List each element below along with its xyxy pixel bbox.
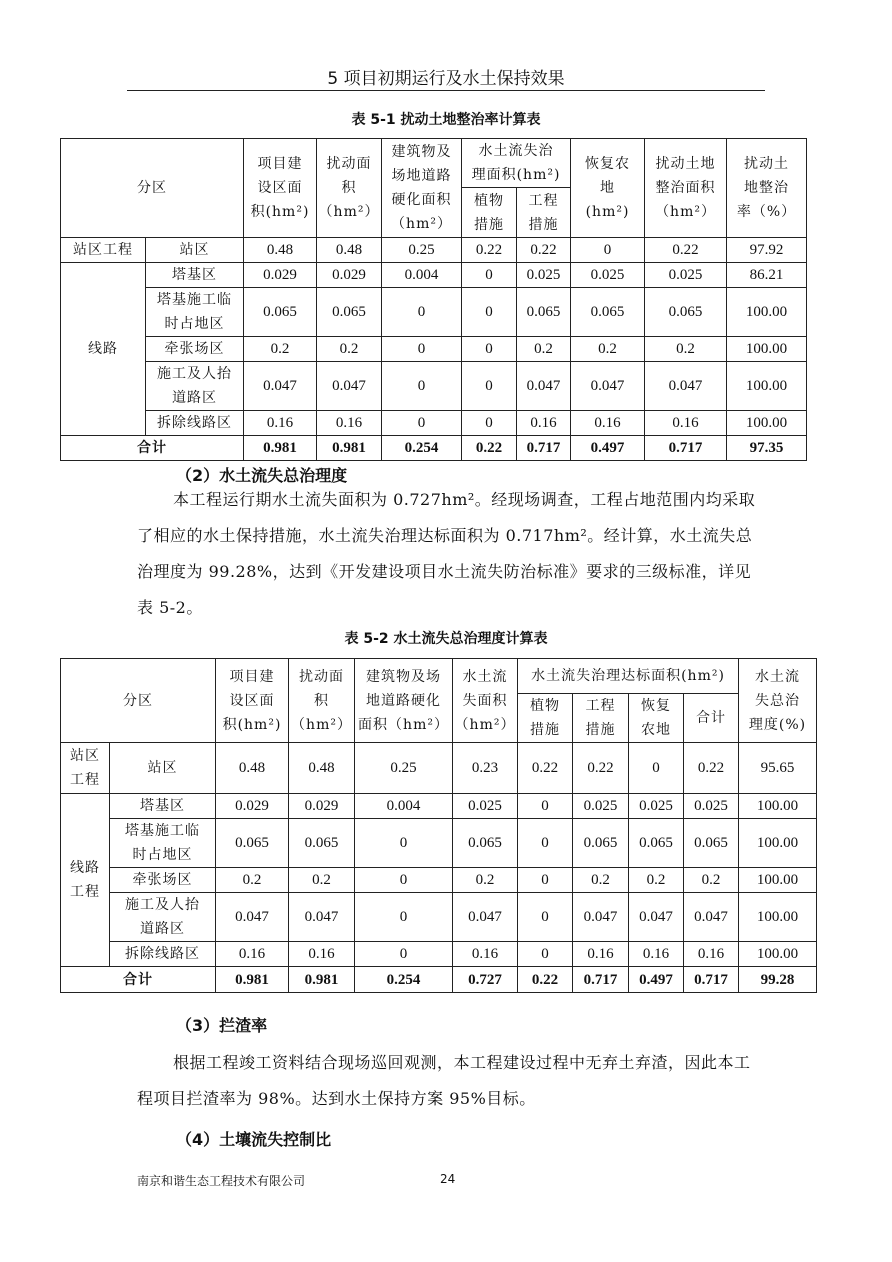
table-cell: 0.22 bbox=[518, 743, 573, 794]
table-disturbed-land-rate bbox=[60, 138, 807, 461]
t2-header-compliant-area: 水土流失治理达标面积(hm²) bbox=[518, 659, 739, 694]
table-cell: 0.2 bbox=[289, 868, 355, 893]
table-cell: 0.16 bbox=[244, 411, 317, 436]
table-cell: 0 bbox=[462, 362, 517, 411]
table-cell: 0.2 bbox=[453, 868, 518, 893]
table-cell: 0.25 bbox=[382, 238, 462, 263]
table-cell: 0.981 bbox=[289, 967, 355, 993]
table2-caption: 表 5-2 水土流失总治理度计算表 bbox=[344, 631, 548, 647]
t2-total-label: 合计 bbox=[61, 967, 216, 993]
table-row bbox=[61, 362, 807, 411]
table-cell: 0.065 bbox=[289, 819, 355, 868]
t2-header-subtotal: 合计 bbox=[684, 694, 739, 743]
table-row bbox=[61, 743, 817, 794]
table-cell: 99.28 bbox=[739, 967, 817, 993]
table-cell: 0 bbox=[462, 411, 517, 436]
t1-row-name: 拆除线路区 bbox=[146, 411, 244, 436]
table-cell: 0.22 bbox=[462, 238, 517, 263]
table-row bbox=[61, 337, 807, 362]
table-cell: 0.065 bbox=[629, 819, 684, 868]
table-cell: 0.717 bbox=[645, 436, 727, 461]
t2-header-disturbed-area: 扰动面 积 （hm²） bbox=[289, 659, 355, 743]
table-cell: 0 bbox=[629, 743, 684, 794]
table-cell: 0.22 bbox=[462, 436, 517, 461]
t2-row-name: 塔基区 bbox=[110, 794, 216, 819]
table-cell: 0.48 bbox=[289, 743, 355, 794]
t2-header-project-area: 项目建 设区面 积(hm²) bbox=[216, 659, 289, 743]
table-cell: 0 bbox=[355, 868, 453, 893]
table-row bbox=[61, 238, 807, 263]
t1-header-disturbed-area: 扰动面 积 （hm²） bbox=[317, 139, 382, 238]
table-cell: 100.00 bbox=[739, 868, 817, 893]
footer-company: 南京和谐生态工程技术有限公司 bbox=[137, 1174, 306, 1188]
t1-group-line: 线路 bbox=[61, 263, 146, 436]
table-cell: 100.00 bbox=[739, 794, 817, 819]
table-cell: 0 bbox=[518, 794, 573, 819]
t2-group-station: 站区 工程 bbox=[61, 743, 110, 794]
table-cell: 0.22 bbox=[517, 238, 571, 263]
table-cell: 0.025 bbox=[645, 263, 727, 288]
table-cell: 0 bbox=[382, 362, 462, 411]
table-cell: 0.727 bbox=[453, 967, 518, 993]
table-cell: 0 bbox=[382, 337, 462, 362]
table-cell: 0.2 bbox=[629, 868, 684, 893]
t1-header-project-area: 项目建 设区面 积(hm²) bbox=[244, 139, 317, 238]
table-cell: 0.16 bbox=[645, 411, 727, 436]
table-cell: 0.22 bbox=[518, 967, 573, 993]
table-row bbox=[61, 893, 817, 942]
table-cell: 0.047 bbox=[244, 362, 317, 411]
t2-row-name: 拆除线路区 bbox=[110, 942, 216, 967]
table-cell: 0.029 bbox=[216, 794, 289, 819]
table-cell: 0.497 bbox=[571, 436, 645, 461]
table-cell: 0.16 bbox=[571, 411, 645, 436]
table-cell: 0.48 bbox=[317, 238, 382, 263]
table-cell: 0.2 bbox=[517, 337, 571, 362]
table-cell: 100.00 bbox=[727, 337, 807, 362]
table-cell: 0.2 bbox=[571, 337, 645, 362]
table-cell: 0.16 bbox=[453, 942, 518, 967]
table-cell: 100.00 bbox=[727, 362, 807, 411]
table-cell: 0.047 bbox=[453, 893, 518, 942]
t1-header-remediation-rate: 扰动土 地整治 率（%） bbox=[727, 139, 807, 238]
table-cell: 0 bbox=[382, 411, 462, 436]
table-cell: 0.047 bbox=[517, 362, 571, 411]
t1-row-name: 塔基施工临 时占地区 bbox=[146, 288, 244, 337]
table-cell: 0.065 bbox=[453, 819, 518, 868]
table-cell: 0.065 bbox=[216, 819, 289, 868]
t2-group-line: 线路 工程 bbox=[61, 794, 110, 967]
table-cell: 0.254 bbox=[355, 967, 453, 993]
table1-caption: 表 5-1 扰动土地整治率计算表 bbox=[351, 112, 541, 128]
table-row bbox=[61, 794, 817, 819]
table-cell: 0.2 bbox=[684, 868, 739, 893]
table-cell: 0.981 bbox=[317, 436, 382, 461]
section4-heading: （4）土壤流失控制比 bbox=[176, 1130, 332, 1149]
table-cell: 0.004 bbox=[382, 263, 462, 288]
table-cell: 0.025 bbox=[573, 794, 629, 819]
t2-header-engineering-measures: 工程 措施 bbox=[573, 694, 629, 743]
table-cell: 0.2 bbox=[573, 868, 629, 893]
table-cell: 0 bbox=[518, 893, 573, 942]
table-cell: 0.2 bbox=[244, 337, 317, 362]
table-cell: 100.00 bbox=[727, 411, 807, 436]
table-cell: 0.047 bbox=[684, 893, 739, 942]
section3-heading: （3）拦渣率 bbox=[176, 1016, 268, 1035]
table-cell: 0 bbox=[382, 288, 462, 337]
section2-heading: （2）水土流失总治理度 bbox=[176, 466, 348, 485]
table-cell: 0.981 bbox=[244, 436, 317, 461]
table-cell: 0.717 bbox=[684, 967, 739, 993]
t2-header-erosion-area: 水土流 失面积 （hm²） bbox=[453, 659, 518, 743]
t2-row-name: 塔基施工临 时占地区 bbox=[110, 819, 216, 868]
table-row bbox=[61, 868, 817, 893]
table-cell: 0.004 bbox=[355, 794, 453, 819]
t1-header-restored-farmland: 恢复农 地 (hm²) bbox=[571, 139, 645, 238]
table-cell: 100.00 bbox=[727, 288, 807, 337]
table-cell: 0.16 bbox=[289, 942, 355, 967]
t1-row-name: 牵张场区 bbox=[146, 337, 244, 362]
t1-header-treated-area: 水土流失治 理面积(hm²) bbox=[462, 139, 571, 188]
t1-group-station: 站区工程 bbox=[61, 238, 146, 263]
table-cell: 0.717 bbox=[573, 967, 629, 993]
table-cell: 0.025 bbox=[517, 263, 571, 288]
table-cell: 0.16 bbox=[216, 942, 289, 967]
table-cell: 0.48 bbox=[244, 238, 317, 263]
table-cell: 0.717 bbox=[517, 436, 571, 461]
table-cell: 0.22 bbox=[573, 743, 629, 794]
table-cell: 0.065 bbox=[573, 819, 629, 868]
t1-header-remediated-area: 扰动土地 整治面积 （hm²） bbox=[645, 139, 727, 238]
table-row bbox=[61, 263, 807, 288]
table-cell: 0.48 bbox=[216, 743, 289, 794]
t1-row-name: 施工及人抬 道路区 bbox=[146, 362, 244, 411]
header-rule bbox=[127, 90, 765, 91]
table-cell: 0 bbox=[355, 942, 453, 967]
t2-row-name: 施工及人抬 道路区 bbox=[110, 893, 216, 942]
table-cell: 0 bbox=[355, 819, 453, 868]
table-cell: 0.16 bbox=[573, 942, 629, 967]
t2-header-control-degree: 水土流 失总治 理度(%) bbox=[739, 659, 817, 743]
table-cell: 0.065 bbox=[244, 288, 317, 337]
table-cell: 0 bbox=[355, 893, 453, 942]
t2-header-plant-measures: 植物 措施 bbox=[518, 694, 573, 743]
table-cell: 0.16 bbox=[629, 942, 684, 967]
table-cell: 97.35 bbox=[727, 436, 807, 461]
table-cell: 97.92 bbox=[727, 238, 807, 263]
t1-row-name: 站区 bbox=[146, 238, 244, 263]
table-row bbox=[61, 942, 817, 967]
table-cell: 0.025 bbox=[629, 794, 684, 819]
table-cell: 0.047 bbox=[645, 362, 727, 411]
table-cell: 0.22 bbox=[684, 743, 739, 794]
t1-total-label: 合计 bbox=[61, 436, 244, 461]
table-cell: 0 bbox=[518, 942, 573, 967]
table-cell: 100.00 bbox=[739, 942, 817, 967]
table-cell: 0.16 bbox=[684, 942, 739, 967]
table-cell: 0.2 bbox=[645, 337, 727, 362]
table-cell: 0.047 bbox=[629, 893, 684, 942]
table-row bbox=[61, 819, 817, 868]
t1-header-fenqu: 分区 bbox=[61, 139, 244, 238]
table-cell: 0.047 bbox=[571, 362, 645, 411]
table-cell: 0.047 bbox=[289, 893, 355, 942]
table-cell: 100.00 bbox=[739, 819, 817, 868]
table-cell: 0 bbox=[462, 288, 517, 337]
table-cell: 0.254 bbox=[382, 436, 462, 461]
table-cell: 0 bbox=[518, 868, 573, 893]
table-cell: 0.029 bbox=[244, 263, 317, 288]
table-cell: 0.047 bbox=[573, 893, 629, 942]
table-cell: 0.029 bbox=[289, 794, 355, 819]
table-total-row bbox=[61, 436, 807, 461]
table-cell: 0.2 bbox=[317, 337, 382, 362]
t1-header-engineering-measures: 工程 措施 bbox=[517, 188, 571, 238]
table-row bbox=[61, 288, 807, 337]
table-cell: 0.981 bbox=[216, 967, 289, 993]
table-cell: 0.065 bbox=[517, 288, 571, 337]
section3-paragraph: 根据工程竣工资料结合现场巡回观测，本工程建设过程中无弃土弃渣，因此本工程项目拦渣率为 98%。达到水土保持方案 95%目标。 bbox=[137, 1053, 751, 1108]
table-cell: 86.21 bbox=[727, 263, 807, 288]
table-cell: 0.047 bbox=[317, 362, 382, 411]
table-cell: 100.00 bbox=[739, 893, 817, 942]
table-cell: 0.065 bbox=[645, 288, 727, 337]
table-cell: 0 bbox=[462, 337, 517, 362]
table-cell: 0.2 bbox=[216, 868, 289, 893]
table-total-row bbox=[61, 967, 817, 993]
page-header-title: 5 项目初期运行及水土保持效果 bbox=[327, 69, 565, 89]
t2-row-name: 站区 bbox=[110, 743, 216, 794]
table-cell: 0.025 bbox=[453, 794, 518, 819]
table-cell: 0.497 bbox=[629, 967, 684, 993]
table-cell: 95.65 bbox=[739, 743, 817, 794]
table-cell: 0.025 bbox=[571, 263, 645, 288]
section2-paragraph: 本工程运行期水土流失面积为 0.727hm²。经现场调查，工程占地范围内均采取了相应的水土保持措施，水土流失治理达标面积为 0.717hm²。经计算，水土流失总治理度为 99.28%，达到《开发建设项目水土流失防治标准》要求的三级标准，详见表 5-2。 bbox=[137, 490, 756, 617]
t1-row-name: 塔基区 bbox=[146, 263, 244, 288]
t1-header-hardened-area: 建筑物及 场地道路 硬化面积 （hm²） bbox=[382, 139, 462, 238]
table-cell: 0.16 bbox=[317, 411, 382, 436]
table-cell: 0.25 bbox=[355, 743, 453, 794]
t1-header-plant-measures: 植物 措施 bbox=[462, 188, 517, 238]
table-cell: 0.16 bbox=[517, 411, 571, 436]
table-cell: 0.22 bbox=[645, 238, 727, 263]
t2-header-restored-farmland: 恢复 农地 bbox=[629, 694, 684, 743]
t2-row-name: 牵张场区 bbox=[110, 868, 216, 893]
table-cell: 0.065 bbox=[571, 288, 645, 337]
table-cell: 0 bbox=[462, 263, 517, 288]
footer-page-number: 24 bbox=[440, 1172, 456, 1186]
table-cell: 0.065 bbox=[684, 819, 739, 868]
table-cell: 0.025 bbox=[684, 794, 739, 819]
table-soil-erosion-control-degree bbox=[60, 658, 817, 993]
table-cell: 0.065 bbox=[317, 288, 382, 337]
table-cell: 0 bbox=[518, 819, 573, 868]
t2-header-fenqu: 分区 bbox=[61, 659, 216, 743]
table-row bbox=[61, 411, 807, 436]
table-cell: 0.047 bbox=[216, 893, 289, 942]
table-cell: 0 bbox=[571, 238, 645, 263]
table-cell: 0.029 bbox=[317, 263, 382, 288]
table-cell: 0.23 bbox=[453, 743, 518, 794]
t2-header-hardened-area: 建筑物及场 地道路硬化 面积（hm²） bbox=[355, 659, 453, 743]
